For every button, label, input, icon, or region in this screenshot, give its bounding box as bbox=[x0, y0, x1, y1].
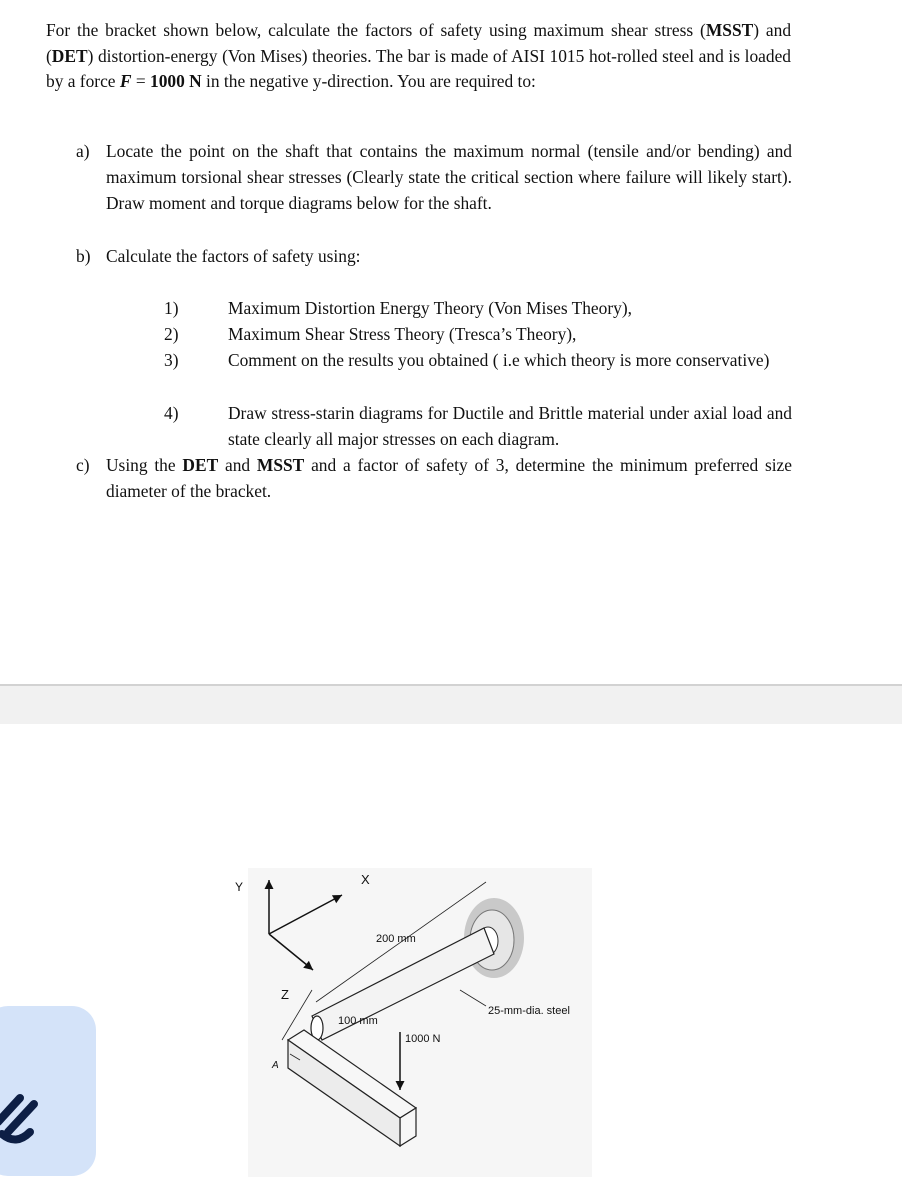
part-a-label: a) bbox=[76, 141, 90, 161]
part-c bbox=[76, 452, 792, 504]
dim-label-100: 100 mm bbox=[338, 1015, 378, 1027]
bracket-figure bbox=[235, 868, 592, 1177]
problem-statement: For the bracket shown below, calculate the factors of safety using maximum shear stress (MSST) and (DET) distortion-energy (Von Mises) theories. The bar is made of AISI 1015 hot-rolled steel and is loaded by a force F = 1000 N in the negative y-direction. You are required to: bbox=[46, 20, 792, 92]
bracket-arm bbox=[288, 1030, 416, 1146]
part-a-text: Locate the point on the shaft that contains the maximum normal (tensile and/or bending) and maximum torsional shear stresses (Clearly state the critical section where failure will likely start). Draw moment and torque diagrams below for the shaft. bbox=[106, 141, 792, 213]
list-item-text: Maximum Distortion Energy Theory (Von Mises Theory), bbox=[228, 298, 632, 318]
axis-label-x: X bbox=[361, 872, 370, 887]
pencil-icon bbox=[0, 1006, 96, 1176]
list-item-number: 4) bbox=[164, 403, 179, 423]
list-item-number: 2) bbox=[164, 324, 179, 344]
force-value: 1000 N bbox=[150, 71, 202, 92]
axis-label-y: Y bbox=[235, 880, 244, 894]
dim-label-200: 200 mm bbox=[376, 933, 416, 945]
part-b-label: b) bbox=[76, 246, 91, 266]
load-label: 1000 N bbox=[405, 1033, 441, 1045]
det-term: DET bbox=[182, 455, 219, 475]
part-c-text: Using the DET and MSST and a factor of safety of 3, determine the minimum preferred size diameter of the bracket. bbox=[106, 455, 792, 501]
point-a-label: A bbox=[272, 1060, 279, 1071]
list-item-text: Maximum Shear Stress Theory (Tresca’s Theory), bbox=[228, 324, 577, 344]
edit-button[interactable] bbox=[0, 1006, 96, 1176]
list-item bbox=[164, 400, 792, 452]
material-leader bbox=[460, 990, 486, 1006]
part-b-text: Calculate the factors of safety using: bbox=[106, 246, 361, 266]
material-label: 25-mm-dia. steel bbox=[488, 1005, 570, 1017]
part-a bbox=[76, 138, 792, 218]
list-item-text: Comment on the results you obtained ( i.e which theory is more conservative) bbox=[228, 350, 770, 370]
part-c-label: c) bbox=[76, 455, 90, 475]
coordinate-axes bbox=[269, 880, 342, 970]
list-item bbox=[164, 295, 792, 321]
part-b bbox=[76, 243, 792, 269]
force-symbol: F bbox=[119, 71, 132, 92]
msst-term: MSST bbox=[705, 20, 754, 40]
msst-term: MSST bbox=[256, 455, 305, 475]
page-separator bbox=[0, 684, 902, 724]
list-item-text: Draw stress-starin diagrams for Ductile and Brittle material under axial load and state clearly all major stresses on each diagram. bbox=[228, 403, 792, 449]
det-term: DET bbox=[51, 45, 88, 66]
bracket-diagram bbox=[235, 868, 592, 1177]
list-item-number: 3) bbox=[164, 350, 179, 370]
list-item bbox=[164, 321, 792, 347]
list-item bbox=[164, 347, 792, 399]
axis-label-z: Z bbox=[281, 987, 289, 1002]
list-item-number: 1) bbox=[164, 298, 179, 318]
